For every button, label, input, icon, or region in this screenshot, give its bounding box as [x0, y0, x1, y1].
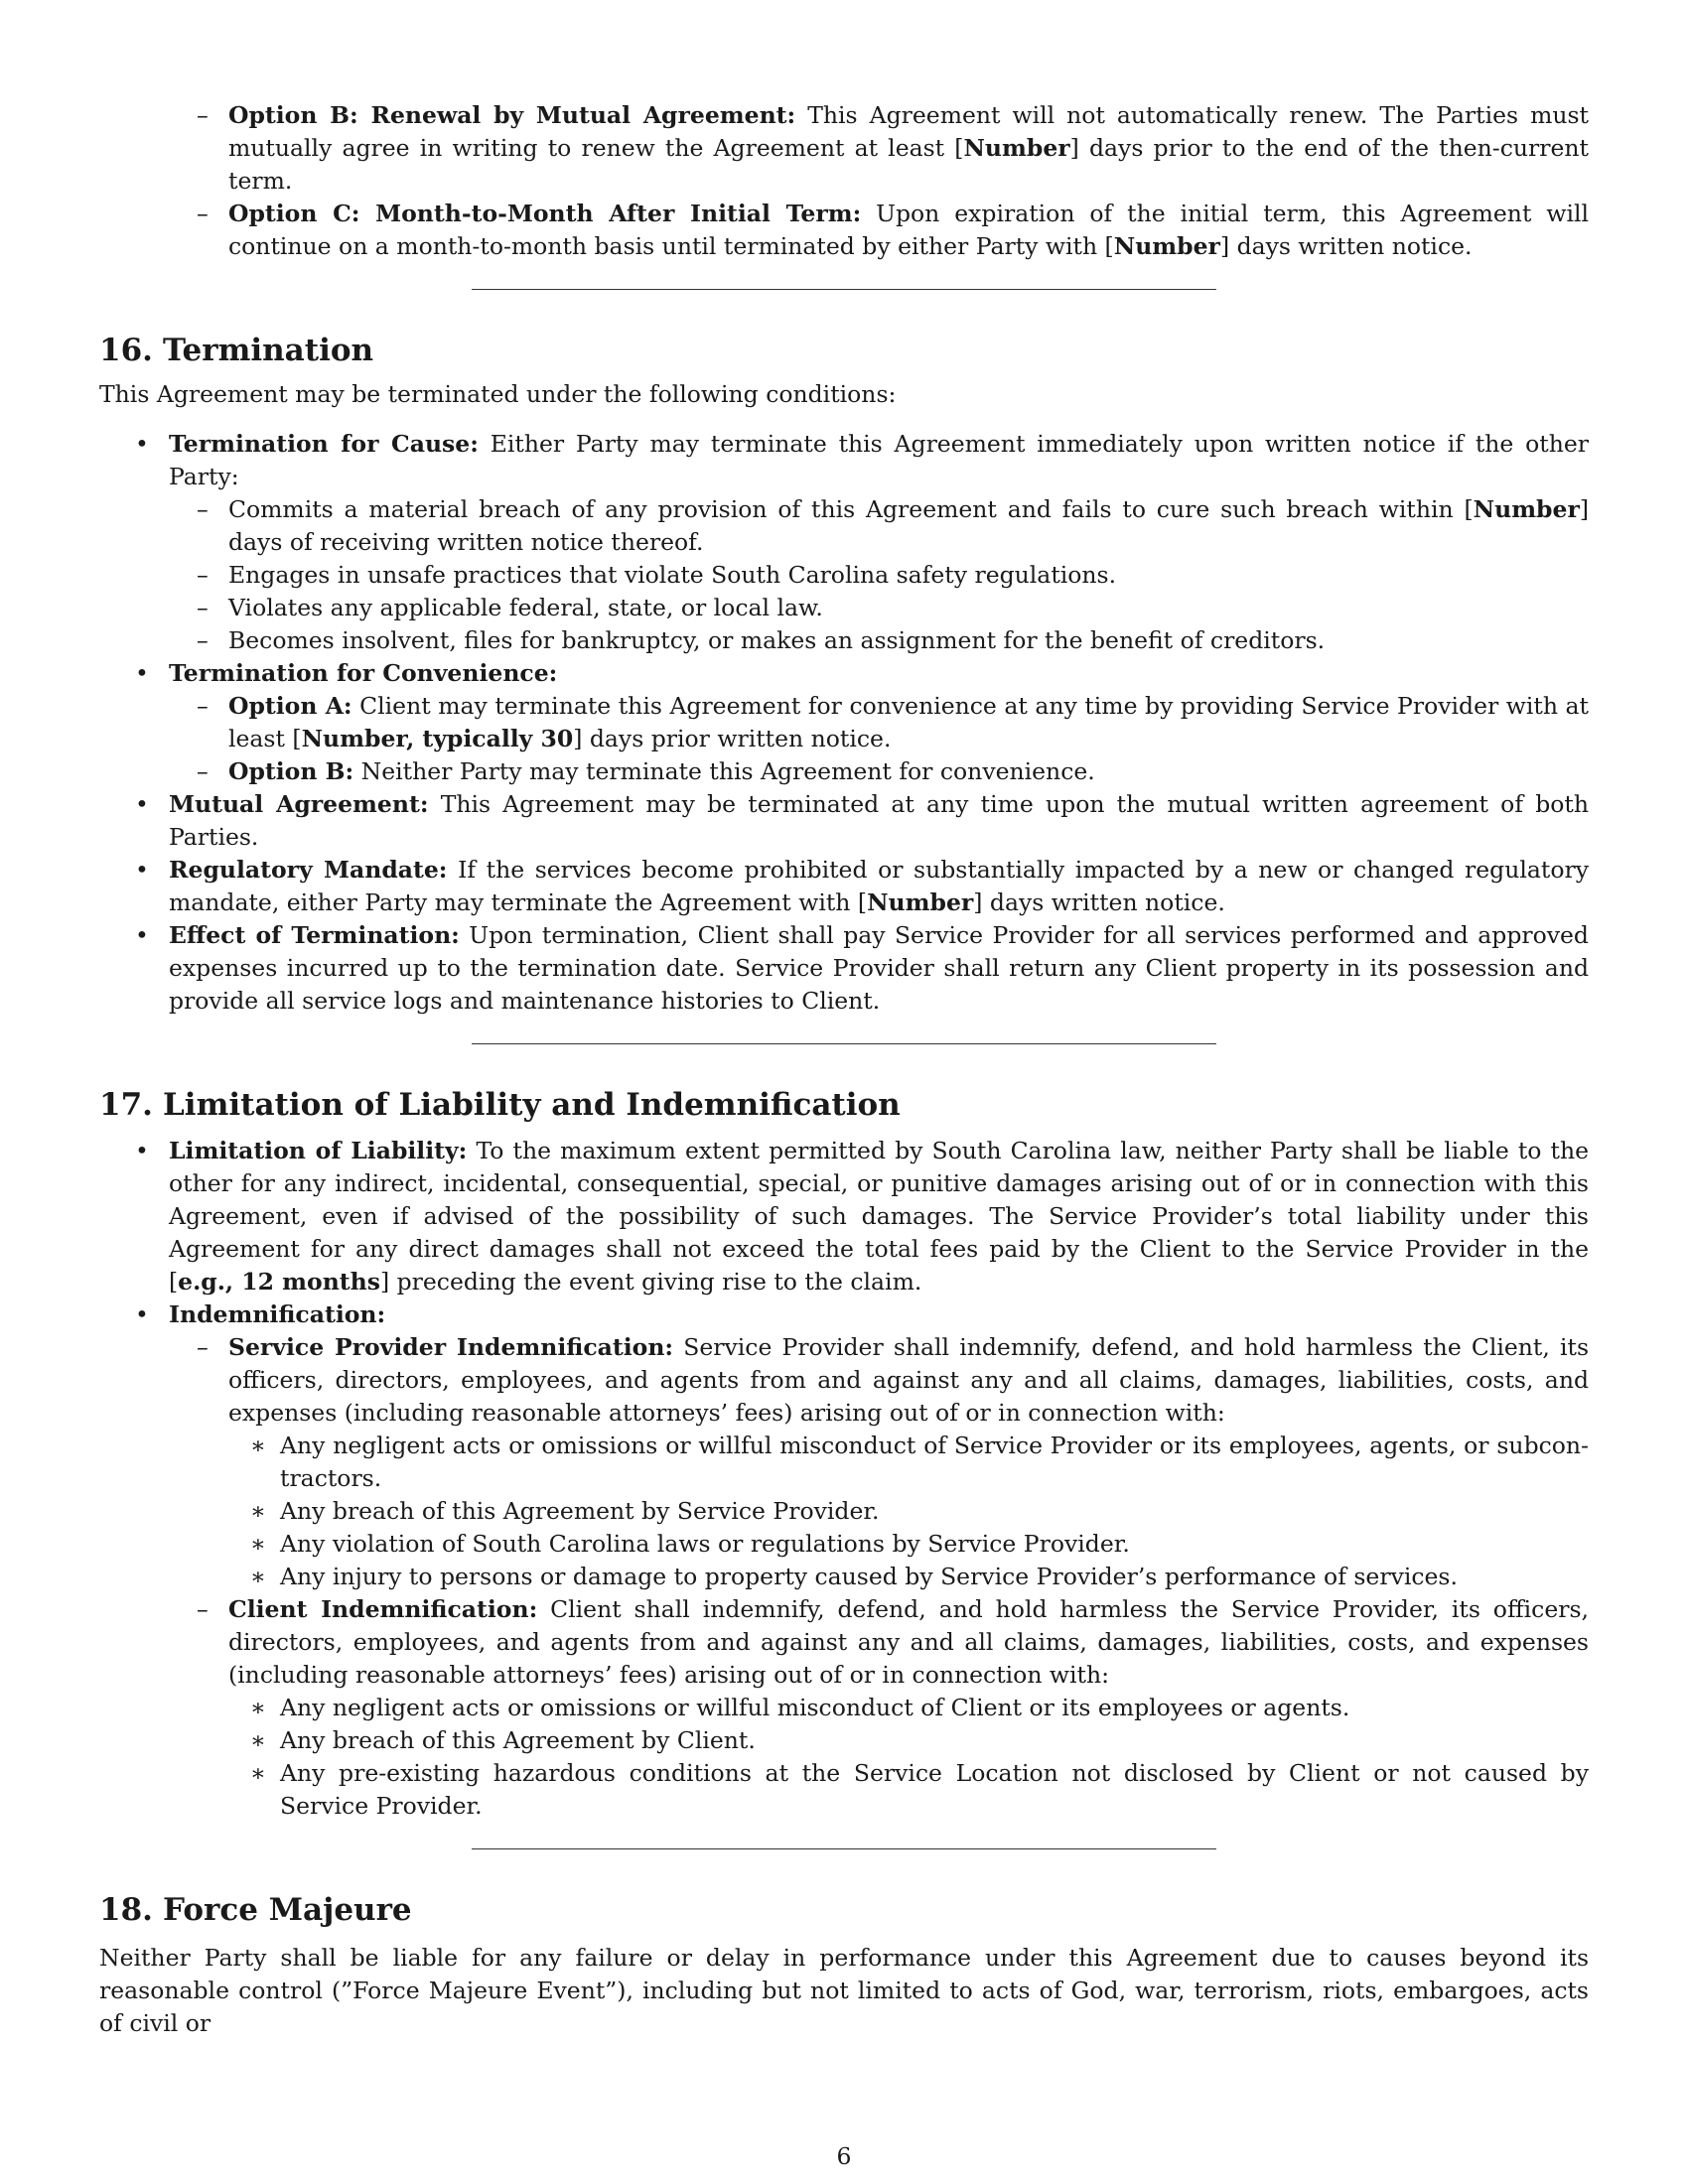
section-divider — [472, 289, 1216, 290]
page-number: 6 — [836, 2142, 852, 2170]
option-text: Client may terminate this Agreement for convenience at any time by providing Service Provider with at least [ — [228, 692, 1589, 752]
item-text: Upon termination, Client shall pay Service Provider for all services performed and approved expenses incurred up to the termination date. Service Provider shall return any Client property in its possession and provide all service logs and maintenance histories to Client. — [169, 921, 1589, 1015]
item-label: Mutual Agreement: — [169, 790, 429, 818]
document-page — [99, 99, 1589, 2040]
client-indemnity-item: ∗ Any pre-existing hazardous conditions at the Service Location not disclosed by Client or not caused by Service Provider. — [99, 1757, 1589, 1823]
limitation-of-liability — [99, 1135, 1589, 1298]
section-divider — [472, 1848, 1216, 1849]
section-heading-16 — [99, 331, 1589, 370]
item-text: If the services become prohibited or substantially impacted by a new or changed regulatory mandate, either Party may terminate the Agreement with [ — [169, 856, 1589, 916]
termination-for-cause — [99, 428, 1589, 493]
client-indemnity-item: ∗ Any breach of this Agreement by Client. — [99, 1724, 1589, 1757]
placeholder-bold: Number, typically 30 — [301, 725, 574, 752]
section-heading-17 — [99, 1085, 1589, 1125]
placeholder-bold: e.g., 12 months — [178, 1268, 380, 1296]
item-label: Termination for Cause: — [169, 430, 479, 458]
cause-item: – Engages in unsafe practices that violate South Carolina safety regulations. — [99, 559, 1589, 592]
termination-for-convenience — [99, 657, 1589, 690]
option-text: ] days prior written notice. — [573, 725, 892, 752]
placeholder-bold: Number — [1113, 232, 1220, 260]
section-number: 17. — [99, 1087, 153, 1123]
placeholder-bold: Number — [867, 888, 974, 916]
convenience-option-b — [99, 755, 1589, 788]
renewal-option-b — [99, 99, 1589, 198]
item-label: Indemnification: — [169, 1300, 386, 1328]
option-text: Neither Party may terminate this Agreement for convenience. — [353, 757, 1095, 785]
item-label: Limitation of Liability: — [169, 1137, 468, 1164]
convenience-option-a — [99, 690, 1589, 755]
item-label: Regulatory Mandate: — [169, 856, 448, 884]
cause-item: – Becomes insolvent, files for bankruptcy, or makes an assignment for the benefit of creditors. — [99, 624, 1589, 657]
option-text: Upon expiration of the initial term, this Agreement will continue on a month-to-month basis until terminated by either Party with [ — [228, 200, 1589, 260]
item-label: Client Indemnification: — [228, 1595, 538, 1623]
item-text: Either Party may terminate this Agreement immediately upon written notice if the other Party: — [169, 430, 1590, 490]
option-text: ] days written notice. — [1219, 232, 1473, 260]
section-title: Termination — [163, 333, 374, 368]
cause-item: – Violates any applicable federal, state, or local law. — [99, 592, 1589, 624]
effect-of-termination — [99, 919, 1589, 1018]
item-label: Service Provider Indemnification: — [228, 1333, 674, 1361]
item-text: Service Provider shall indemnify, defend, and hold harmless the Client, its officers, directors, employees, and agents from and against any and all claims, damages, liabilities, costs, and expenses (including reasonable attorneys’ fees) arising out of or in connection with: — [228, 1333, 1590, 1427]
option-text: ] days prior to the end of the then-current term. — [228, 134, 1589, 195]
item-label: Effect of Termination: — [169, 921, 460, 949]
renewal-option-c — [99, 198, 1589, 263]
option-text: This Agreement will not automatically renew. The Parties must mutually agree in writing to renew the Agreement at least [ — [228, 101, 1589, 162]
indemnification — [99, 1298, 1589, 1331]
sp-indemnity-item: ∗ Any negligent acts or omissions or willful misconduct of Service Provider or its employees, agents, or subcon-tractors. — [99, 1430, 1589, 1495]
section-title: Force Majeure — [163, 1892, 412, 1928]
option-label: Option B: — [228, 757, 354, 785]
service-provider-indemnification — [99, 1331, 1589, 1430]
placeholder-bold: Number — [963, 134, 1070, 162]
client-indemnification — [99, 1593, 1589, 1692]
mutual-agreement — [99, 788, 1589, 854]
option-label: Option C: Month-to-Month After Initial Term: — [228, 200, 862, 227]
item-text: Commits a material breach of any provision of this Agreement and fails to cure such breach within [ — [228, 495, 1474, 523]
section-heading-18 — [99, 1890, 1589, 1930]
section-title: Limitation of Liability and Indemnification — [163, 1087, 901, 1123]
item-text: To the maximum extent permitted by South Carolina law, neither Party shall be liable to the other for any indirect, incidental, consequential, special, or punitive damages arising out of or in connection with this Agreement, even if advised of the possibility of such damages. The Service Provider’s total liability under this Agreement for any direct damages shall not exceed the total fees paid by the Client to the Service Provider in the [ — [169, 1137, 1590, 1296]
option-label: Option B: Renewal by Mutual Agreement: — [228, 101, 796, 129]
item-text: ] days of receiving written notice thereof. — [228, 495, 1589, 556]
cause-item — [99, 493, 1589, 559]
sp-indemnity-item: ∗ Any violation of South Carolina laws or regulations by Service Provider. — [99, 1528, 1589, 1561]
regulatory-mandate — [99, 854, 1589, 919]
item-text: This Agreement may be terminated at any time upon the mutual written agreement of both Parties. — [169, 790, 1589, 851]
sp-indemnity-item: ∗ Any injury to persons or damage to property caused by Service Provider’s performance of services. — [99, 1561, 1589, 1593]
section-divider — [472, 1043, 1216, 1044]
item-text: ] days written notice. — [973, 888, 1225, 916]
item-text: Client shall indemnify, defend, and hold harmless the Service Provider, its officers, directors, employees, and agents from and against any and all claims, damages, liabilities, costs, and expenses (including reasonable attorneys’ fees) arising out of or in connection with: — [228, 1595, 1590, 1689]
placeholder-bold: Number — [1473, 495, 1580, 523]
section-intro: This Agreement may be terminated under the following conditions: — [99, 380, 897, 408]
item-text: ] preceding the event giving rise to the claim. — [379, 1268, 922, 1296]
section-number: 16. — [99, 333, 153, 368]
section-body: Neither Party shall be liable for any failure or delay in performance under this Agreement due to causes beyond its reasonable control (”Force Majeure Event”), including but not limited to acts of God, war, terrorism, riots, embargoes, acts of civil or — [99, 1944, 1589, 2037]
sp-indemnity-item: ∗ Any breach of this Agreement by Service Provider. — [99, 1495, 1589, 1528]
item-label: Termination for Convenience: — [169, 659, 558, 687]
section-number: 18. — [99, 1892, 153, 1928]
option-label: Option A: — [228, 692, 352, 720]
client-indemnity-item: ∗ Any negligent acts or omissions or willful misconduct of Client or its employees or agents. — [99, 1692, 1589, 1724]
